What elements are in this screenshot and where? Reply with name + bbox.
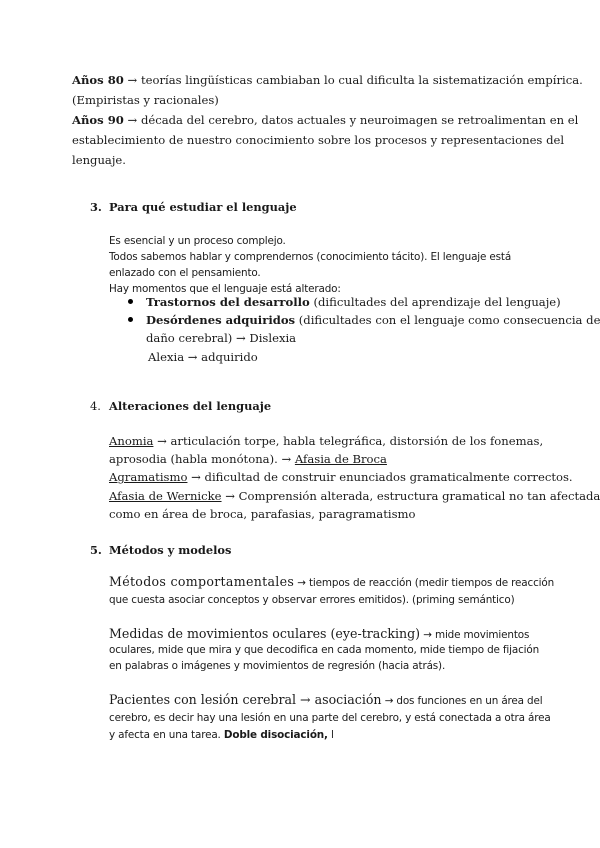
- bullet-icon: [128, 317, 133, 322]
- anomia-text: → articulación torpe, habla telegráfica, distorsión de los fonemas,: [153, 434, 544, 448]
- intro-line-4: establecimiento de nuestro conocimiento sobre los procesos y representaciones del: [72, 133, 565, 147]
- asociacion-head: asociación: [310, 692, 382, 707]
- eye-tracking-cont-2: en palabras o imágenes y movimientos de regresión (hacia atrás).: [109, 660, 446, 672]
- intro-line-5: lenguaje.: [72, 153, 126, 167]
- s3-paragraph-4: Hay momentos que el lenguaje está alterado:: [109, 283, 341, 295]
- afasia-broca-link: Afasia de Broca: [294, 452, 387, 466]
- eye-tracking-text: → mide movimientos: [420, 629, 530, 641]
- intro-text: → década del cerebro, datos actuales y neuroimagen se retroalimentan en el: [123, 113, 579, 127]
- pacientes-cont: cerebro, es decir hay una lesión en una parte del cerebro, y está conectada a otra área: [109, 712, 551, 724]
- wernicke-text: → Comprensión alterada, estructura gramatical no tan afectada: [221, 489, 600, 503]
- section-5-number: 5.: [90, 543, 102, 557]
- eye-tracking-head: Medidas de movimientos oculares (eye-tracking): [109, 626, 421, 641]
- anomia-line: [109, 433, 543, 449]
- bullet-icon: [128, 299, 133, 304]
- metodos-comportamentales-text: → tiempos de reacción (medir tiempos de reacción: [294, 577, 555, 589]
- s3-paragraph-2: Todos sabemos hablar y comprendernos (conocimiento tácito). El lenguaje está: [109, 251, 512, 263]
- bullet-item-2-cont: daño cerebral) → Dislexia: [146, 331, 297, 345]
- metodos-comportamentales-cont: que cuesta asociar conceptos y observar errores emitidos). (priming semántico): [109, 594, 515, 606]
- s3-paragraph-1: Es esencial y un proceso complejo.: [109, 235, 286, 247]
- agramatismo-line: [109, 469, 573, 485]
- section-4-title: Alteraciones del lenguaje: [109, 399, 272, 413]
- pacientes-head: Pacientes con lesión cerebral →: [109, 692, 311, 707]
- pacientes-line: [109, 692, 542, 709]
- metodos-comportamentales-line: [109, 574, 554, 591]
- anomia-cont: aprosodia (habla monótona). →: [109, 452, 292, 466]
- pacientes-text: → dos funciones en un área del: [381, 695, 543, 707]
- metodos-comportamentales-head: Métodos comportamentales: [109, 574, 295, 589]
- agramatismo-text: → dificultad de construir enunciados gramaticalmente correctos.: [187, 470, 573, 484]
- wernicke-line-2: como en área de broca, parafasias, paragramatismo: [109, 507, 416, 521]
- eye-tracking-cont: oculares, mide que mira y que decodifica en cada momento, mide tiempo de fijación: [109, 644, 540, 656]
- bullet-item-2-cont2: Alexia → adquirido: [148, 350, 258, 364]
- bullet-item-1: [146, 294, 561, 310]
- pacientes-cont-2c: l: [327, 729, 334, 741]
- intro-line-3: [72, 112, 578, 128]
- bullet-1-text: (dificultades del aprendizaje del lenguaje): [309, 295, 561, 309]
- intro-text: → teorías lingüísticas cambiaban lo cual dificulta la sistematización empírica.: [123, 73, 583, 87]
- doble-disociacion-term: Doble disociación,: [223, 729, 328, 741]
- intro-line-2: (Empiristas y racionales): [72, 93, 219, 107]
- pacientes-cont-2a: y afecta en una tarea.: [109, 729, 224, 741]
- section-5-title: Métodos y modelos: [109, 543, 232, 557]
- bullet-1-term: Trastornos del desarrollo: [146, 295, 310, 309]
- intro-line-1: [72, 72, 583, 88]
- bullet-2-term: Desórdenes adquiridos: [146, 313, 296, 327]
- years-80-label: Años 80: [72, 73, 124, 87]
- pacientes-cont-2: [109, 727, 334, 743]
- bullet-item-2: [146, 312, 600, 328]
- eye-tracking-line: [109, 626, 529, 643]
- anomia-line-2: [109, 451, 387, 467]
- section-3-number: 3.: [90, 200, 102, 214]
- section-4-number: 4.: [90, 399, 101, 413]
- anomia-term: Anomia: [109, 434, 154, 448]
- section-3-title: Para qué estudiar el lenguaje: [109, 200, 297, 214]
- agramatismo-term: Agramatismo: [109, 470, 188, 484]
- bullet-2-text: (dificultades con el lenguaje como consecuencia de: [295, 313, 600, 327]
- years-90-label: Años 90: [72, 113, 124, 127]
- wernicke-term: Afasia de Wernicke: [109, 489, 222, 503]
- wernicke-line: [109, 488, 600, 504]
- s3-paragraph-3: enlazado con el pensamiento.: [109, 267, 261, 279]
